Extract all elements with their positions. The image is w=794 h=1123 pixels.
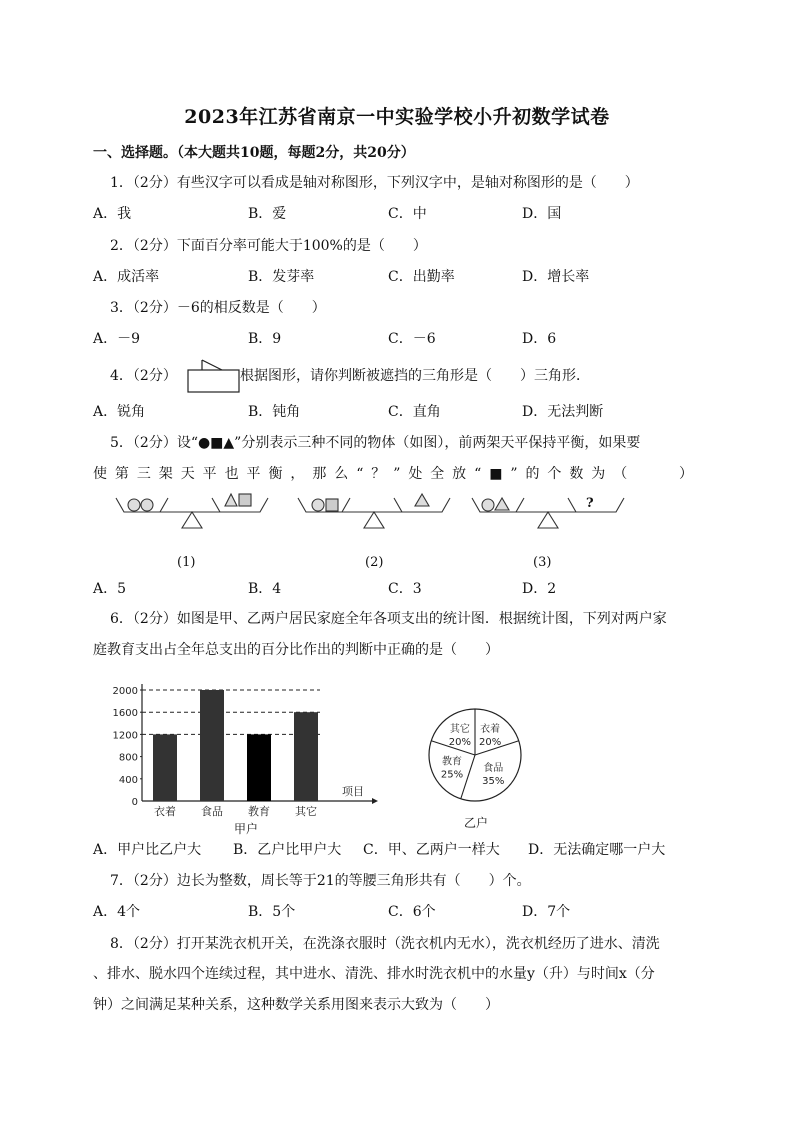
pie-slice-value: 20% — [448, 737, 471, 749]
y-tick-label: 400 — [118, 774, 138, 786]
section-heading: 一、选择题。（本大题共10题，每题2分，共20分） — [93, 145, 415, 161]
q1-option-c: C．中 — [388, 206, 427, 222]
question-5-line-1: 5．（2分）设“●■▲”分别表示三种不同的物体（如图），前两架天平保持平衡，如果要 — [110, 435, 641, 451]
hidden-triangle-figure — [186, 358, 242, 394]
y-tick-label: 0 — [131, 797, 138, 808]
q2-option-c: C．出勤率 — [388, 269, 455, 285]
bar-chart-jia — [110, 676, 380, 836]
y-tick-label: 800 — [118, 752, 138, 764]
q2-option-d: D．增长率 — [522, 269, 590, 285]
q5-option-a: A．5 — [93, 581, 127, 597]
q4-option-a: A．锐角 — [93, 404, 146, 420]
page-title: 2023年江苏省南京一中实验学校小升初数学试卷 — [184, 106, 610, 128]
x-axis-arrow — [372, 798, 378, 804]
question-8-line-1: 8．（2分）打开某洗衣机开关，在洗涤衣服时（洗衣机内无水），洗衣机经历了进水、清洗 — [110, 936, 660, 952]
question-1: 1．（2分）有些汉字可以看成是轴对称图形，下列汉字中，是轴对称图形的是（ ） — [110, 175, 639, 191]
pie-slice-label: 食品 — [483, 763, 504, 775]
question-4: 根据图形，请你判断被遮挡的三角形是（ ）三角形． — [240, 368, 590, 384]
q6-option-d: D．无法确定哪一户大 — [528, 842, 666, 858]
bar-1 — [153, 734, 177, 801]
x-category-label: 食品 — [201, 805, 223, 818]
question-6-line-1: 6．（2分）如图是甲、乙两户居民家庭全年各项支出的统计图．根据统计图，下列对两户家 — [110, 611, 667, 627]
pie-slice-value: 20% — [479, 737, 502, 749]
pie-slice-label: 衣着 — [480, 724, 501, 736]
pie-slice-label: 教育 — [442, 756, 463, 768]
balance-scale-1 — [116, 494, 268, 528]
x-category-label: 衣着 — [154, 805, 176, 818]
q1-option-b: B．爱 — [248, 206, 287, 222]
y-tick-label: 1200 — [112, 730, 138, 742]
question-7: 7．（2分）边长为整数，周长等于21的等腰三角形共有（ ）个。 — [110, 873, 531, 889]
q3-option-c: C．－6 — [388, 331, 436, 347]
q3-option-d: D．6 — [522, 331, 557, 347]
q6-option-c: C．甲、乙两户一样大 — [363, 842, 500, 858]
y-tick-label: 1600 — [112, 708, 138, 720]
x-category-label: 其它 — [295, 805, 317, 818]
x-axis-label: 项目 — [342, 785, 364, 798]
balance-label-3: (3) — [533, 555, 552, 570]
balance-question-mark: ? — [586, 496, 594, 511]
q7-option-c: C．6个 — [388, 904, 436, 920]
balance-label-1: (1) — [177, 555, 196, 570]
q7-option-d: D．7个 — [522, 904, 571, 920]
pie-slice-value: 35% — [482, 776, 505, 788]
pie-slice-label: 其它 — [449, 724, 470, 736]
bar-4 — [294, 712, 318, 801]
balance-scale-2 — [298, 494, 450, 528]
question-8-line-2: 、排水、脱水四个连续过程，其中进水、清洗、排水时洗衣机中的水量y（升）与时间x（分 — [93, 966, 655, 982]
question-2: 2．（2分）下面百分率可能大于100%的是（ ） — [110, 238, 427, 254]
q2-option-b: B．发芽率 — [248, 269, 315, 285]
q4-option-b: B．钝角 — [248, 404, 301, 420]
question-4-number: 4．（2分） — [110, 368, 177, 384]
balance-scale-3 — [472, 498, 624, 528]
bar-3 — [247, 734, 271, 801]
q7-option-a: A．4个 — [93, 904, 141, 920]
q1-option-d: D．国 — [522, 206, 562, 222]
question-5-line-2: 使第三架天平也平衡，那么“？”处全放“■”的个数为（ ） — [93, 466, 693, 482]
q6-option-a: A．甲户比乙户大 — [93, 842, 202, 858]
q4-option-d: D．无法判断 — [522, 404, 604, 420]
pie-chart-caption: 乙户 — [464, 816, 489, 830]
q4-option-c: C．直角 — [388, 404, 441, 420]
q2-option-a: A．成活率 — [93, 269, 160, 285]
q5-option-d: D．2 — [522, 581, 557, 597]
question-8-line-3: 钟）之间满足某种关系，这种数学关系用图来表示大致为（ ） — [93, 997, 499, 1013]
x-category-label: 教育 — [248, 805, 270, 818]
q3-option-b: B．9 — [248, 331, 282, 347]
q7-option-b: B．5个 — [248, 904, 296, 920]
pie-slice-value: 25% — [440, 769, 464, 781]
question-3: 3．（2分）－6的相反数是（ ） — [110, 300, 326, 316]
q3-option-a: A．－9 — [93, 331, 141, 347]
bar-2 — [200, 690, 224, 801]
balance-label-2: (2) — [365, 555, 384, 570]
question-6-line-2: 庭教育支出占全年总支出的百分比作出的判断中正确的是（ ） — [93, 642, 499, 658]
bar-chart-caption: 甲户 — [234, 822, 259, 836]
q6-option-b: B．乙户比甲户大 — [233, 842, 342, 858]
q5-option-c: C．3 — [388, 581, 422, 597]
y-tick-label: 2000 — [112, 686, 138, 697]
q5-option-b: B．4 — [248, 581, 282, 597]
pie-chart-yi — [420, 700, 530, 810]
q1-option-a: A．我 — [93, 206, 132, 222]
